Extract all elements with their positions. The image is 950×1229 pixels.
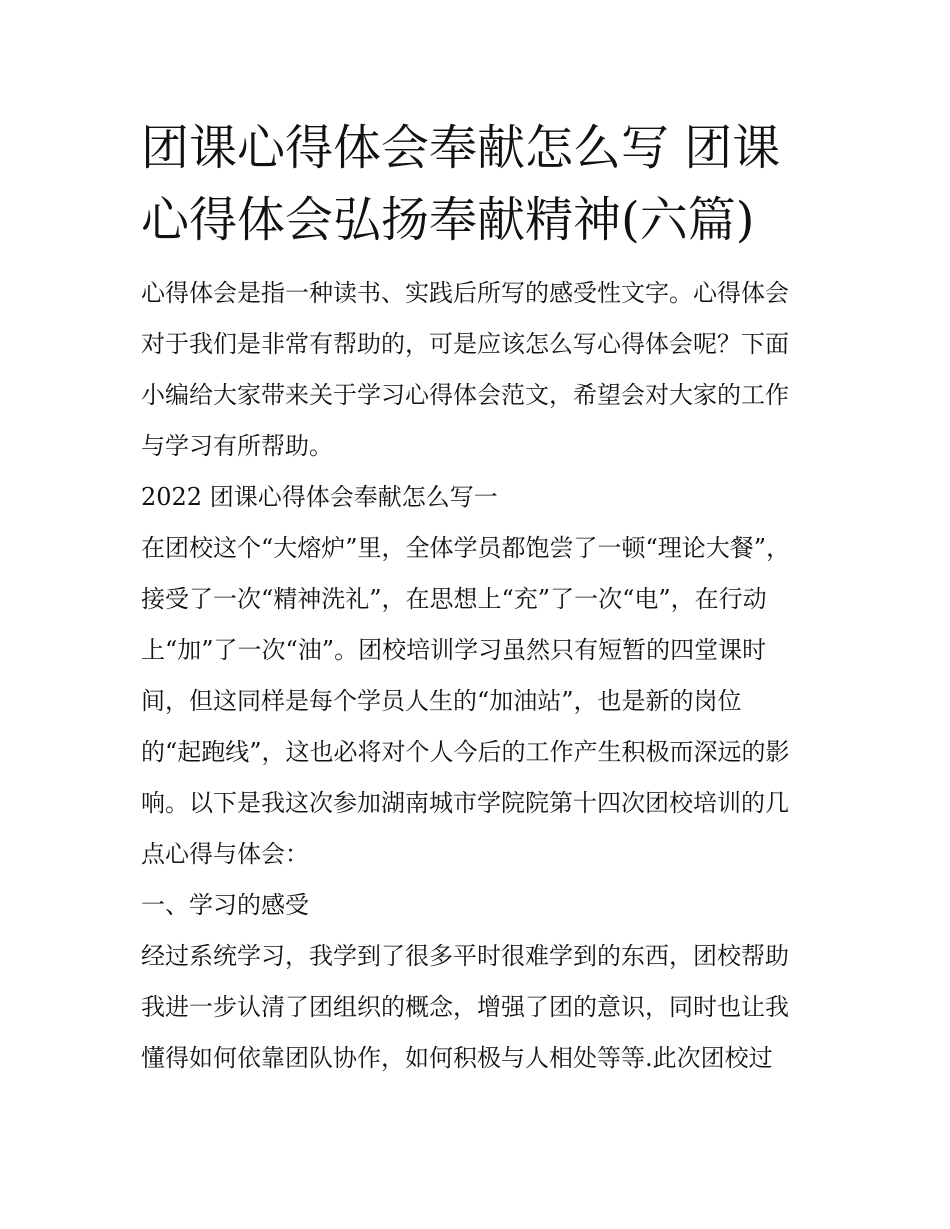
document-title xyxy=(141,112,821,256)
intro-paragraph xyxy=(141,268,821,472)
text-line: 我进一步认清了团组织的概念，增强了团的意识，同时也让我 xyxy=(141,993,789,1021)
text-line: 的“起跑线”，这也必将对个人今后的工作产生积极而深远的影 xyxy=(141,738,790,766)
text-line: 对于我们是非常有帮助的，可是应该怎么写心得体会呢？下面 xyxy=(141,330,789,358)
subheading-text: 一、学习的感受 xyxy=(141,891,309,919)
text-line: 小编给大家带来关于学习心得体会范文，希望会对大家的工作 xyxy=(141,381,789,409)
text-line: 与学习有所帮助。 xyxy=(141,432,333,460)
title-line: 心得体会弘扬奉献精神(六篇) xyxy=(141,192,755,248)
text-line: 接受了一次“精神洗礼”，在思想上“充”了一次“电”，在行动 xyxy=(141,585,767,613)
text-line: 上“加”了一次“油”。团校培训学习虽然只有短暂的四堂课时 xyxy=(141,636,767,664)
text-line: 在团校这个“大熔炉”里，全体学员都饱尝了一顿“理论大餐”， xyxy=(141,534,791,562)
title-line: 团课心得体会奉献怎么写 团课 xyxy=(141,120,781,176)
text-line: 懂得如何依靠团队协作，如何积极与人相处等等.此次团校过 xyxy=(141,1044,773,1072)
body-paragraph-2 xyxy=(141,931,821,1084)
subheading xyxy=(141,880,821,931)
section-heading-text: 2022 团课心得体会奉献怎么写一 xyxy=(141,483,498,511)
document-page xyxy=(141,112,821,1084)
text-line: 心得体会是指一种读书、实践后所写的感受性文字。心得体会 xyxy=(141,279,789,307)
text-line: 响。以下是我这次参加湖南城市学院院第十四次团校培训的几 xyxy=(141,789,789,817)
section-heading xyxy=(141,472,821,523)
text-line: 经过系统学习，我学到了很多平时很难学到的东西，团校帮助 xyxy=(141,942,789,970)
text-line: 间，但这同样是每个学员人生的“加油站”，也是新的岗位 xyxy=(141,687,742,715)
text-line: 点心得与体会： xyxy=(141,840,309,868)
body-paragraph xyxy=(141,523,821,880)
